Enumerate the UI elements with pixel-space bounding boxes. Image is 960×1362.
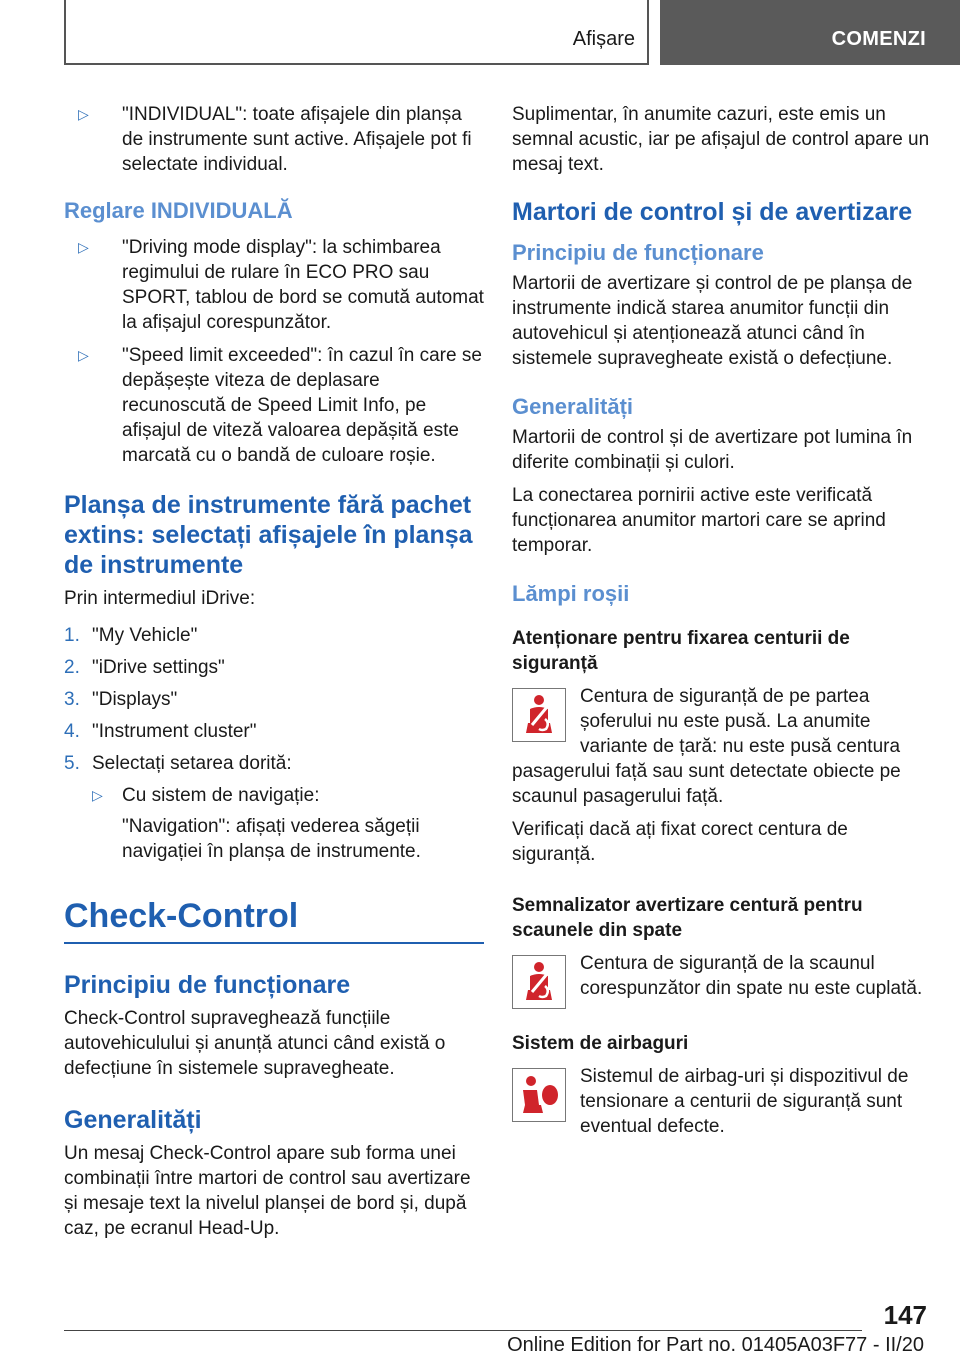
- airbag-warning-row: [512, 1064, 932, 1139]
- sub-bullet-navigation: ▷ Cu sistem de navigație:: [92, 785, 320, 806]
- heading-martori: Martori de control și de avertizare: [512, 198, 913, 226]
- bullet-triangle-icon: ▷: [78, 239, 89, 255]
- heading-airbag: Sistem de airbaguri: [512, 1033, 689, 1054]
- airbag-warning-icon: [512, 1068, 566, 1122]
- header-chapter-box: [660, 0, 960, 65]
- chapter-title: COMENZI: [831, 28, 926, 50]
- paragraph-generalitati-2: La conectarea pornirii active este verificată funcționarea anumitor martori care se aprind temporar.: [512, 485, 886, 556]
- step-item: 4. "Instrument cluster": [64, 721, 257, 742]
- heading-principiu-left: Principiu de funcționare: [64, 971, 351, 999]
- bullet-individual: ▷ "INDIVIDUAL": toate afișajele din planșa de instrumente sunt active. Afișajele pot fi selectate individual.: [78, 104, 472, 175]
- rear-seatbelt-warning-row: [512, 951, 932, 1001]
- right-column: [512, 102, 932, 1139]
- paragraph-airbag: Sistemul de airbag-uri și dispozitivul de tensionare a centurii de siguranță sunt eventual defecte.: [580, 1066, 909, 1137]
- intro-idrive: Prin intermediul iDrive:: [64, 588, 256, 609]
- left-column: [64, 102, 484, 1241]
- bullet-driving-mode: ▷ "Driving mode display": la schimbarea regimului de rulare în ECO PRO sau SPORT, tablou de bord se comută automat la afișajul corespunzător.: [78, 237, 484, 333]
- bullet-speed-limit: ▷ "Speed limit exceeded": în cazul în care se depășește viteza de deplasare recunoscută de Speed Limit Info, pe afișajul de viteză valoarea depășită este marcată cu o bandă de culoare roșie.: [78, 345, 482, 466]
- heading-generalitati-left: Generalități: [64, 1106, 202, 1134]
- heading-plansa: Planșa de instrumente fără pachet extins: selectați afișajele în planșa de instrumente: [64, 491, 473, 579]
- heading-lampi-rosii: Lămpi roșii: [512, 581, 630, 606]
- step-item: 1. "My Vehicle": [64, 625, 198, 646]
- step-item: 2. "iDrive settings": [64, 657, 225, 678]
- footer-divider: [64, 1330, 862, 1331]
- navigation-description: "Navigation": afișați vederea săgeții navigației în planșa de instrumente.: [122, 816, 421, 862]
- paragraph-generalitati-1: Martorii de control și de avertizare pot lumina în diferite combinații și culori.: [512, 427, 913, 473]
- paragraph-principiu-left: Check-Control supraveghează funcțiile autovehiculului și anunță atunci când există o defecțiune în sistemele supravegheate.: [64, 1008, 446, 1079]
- page-number: 147: [883, 1300, 927, 1330]
- header-section-box: [64, 0, 649, 65]
- rear-seatbelt-warning-icon: [512, 955, 566, 1009]
- footer-edition: Online Edition for Part no. 01405A03F77 - II/20: [507, 1334, 924, 1356]
- paragraph-centura: Centura de siguranță de pe partea șoferului nu este pusă. La anumite variante de țară: nu este pusă centura pasagerului față sau sunt detectate obiecte pe scaunul pasagerului față.: [512, 686, 901, 807]
- paragraph-spate: Centura de siguranță de la scaunul corespunzător din spate nu este cuplată.: [580, 953, 923, 999]
- check-control-heading-block: [64, 896, 484, 944]
- heading-semnalizator-spate: Semnalizator avertizare centură pentru scaunele din spate: [512, 895, 863, 941]
- bullet-triangle-icon: ▷: [92, 787, 103, 803]
- seatbelt-warning-row: [512, 684, 932, 809]
- bullet-triangle-icon: ▷: [78, 347, 89, 363]
- step-item: 5. Selectați setarea dorită:: [64, 753, 292, 774]
- section-title: Afișare: [572, 28, 635, 50]
- heading-atentionare-centura: Atenționare pentru fixarea centurii de siguranță: [512, 628, 850, 674]
- bullet-triangle-icon: ▷: [78, 106, 89, 122]
- heading-generalitati-right: Generalități: [512, 394, 634, 419]
- heading-principiu-right: Principiu de funcționare: [512, 240, 764, 265]
- paragraph-verificati: Verificați dacă ați fixat corect centura de siguranță.: [512, 819, 848, 865]
- heading-check-control: Check-Control: [64, 897, 299, 935]
- paragraph-generalitati-left: Un mesaj Check-Control apare sub forma unei combinații între martori de control sau avertizare și mesaje text la nivelul planșei de bord și, după caz, pe ecranul Head-Up.: [64, 1143, 471, 1239]
- heading-reglare: Reglare INDIVIDUALĂ: [64, 198, 293, 223]
- seatbelt-warning-icon: [512, 688, 566, 742]
- steps-list: [64, 623, 484, 864]
- paragraph-suplimentar: Suplimentar, în anumite cazuri, este emis un semnal acustic, iar pe afișajul de control apare un mesaj text.: [512, 104, 930, 175]
- paragraph-principiu-right: Martorii de avertizare și control de pe planșa de instrumente indică starea anumitor funcții din autovehicul și atenționează atunci când în sistemele supravegheate există o defecțiune.: [512, 273, 913, 369]
- step-item: 3. "Displays": [64, 689, 178, 710]
